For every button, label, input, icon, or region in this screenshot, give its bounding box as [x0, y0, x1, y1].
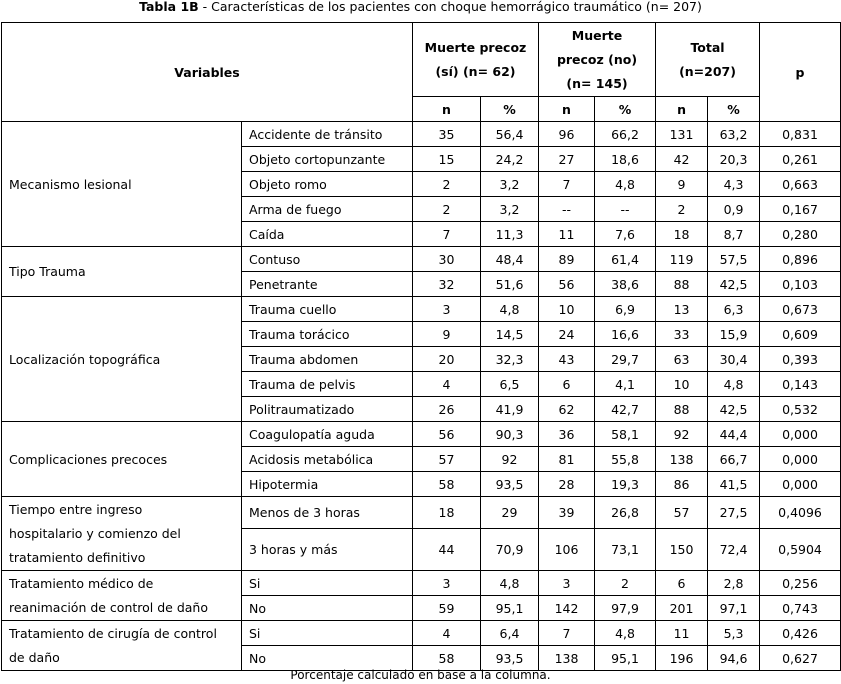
- cell-p: 0,4096: [760, 497, 841, 529]
- cell-pct-no: 7,6: [595, 222, 656, 247]
- cell-pct-si: 48,4: [481, 247, 539, 272]
- cell-pct-no: 19,3: [595, 472, 656, 497]
- cell-pct-total: 63,2: [708, 122, 760, 147]
- cell-p: 0,393: [760, 347, 841, 372]
- cell-p: 0,627: [760, 646, 841, 671]
- group-label-line: Tratamiento médico de: [9, 575, 154, 591]
- cell-n-no: 6: [539, 372, 595, 397]
- cell-n-total: 11: [656, 621, 708, 646]
- header-line: (n= 145): [566, 75, 628, 91]
- cell-n-total: 33: [656, 322, 708, 347]
- cell-n-no: 28: [539, 472, 595, 497]
- table-row: [2, 122, 841, 147]
- cell-pct-no: 4,8: [595, 621, 656, 646]
- cell-pct-si: 70,9: [481, 529, 539, 571]
- cell-pct-si: 95,1: [481, 596, 539, 621]
- header-line: precoz (no): [556, 51, 638, 67]
- cell-n-no: 89: [539, 247, 595, 272]
- cell-n-no: 138: [539, 646, 595, 671]
- group-label: [2, 621, 242, 671]
- group-label: Mecanismo lesional: [2, 122, 242, 247]
- cell-n-si: 20: [413, 347, 481, 372]
- cell-p: 0,000: [760, 472, 841, 497]
- cell-p: 0,426: [760, 621, 841, 646]
- group-label: Complicaciones precoces: [2, 422, 242, 497]
- cell-pct-no: 16,6: [595, 322, 656, 347]
- header-p: p: [760, 23, 841, 122]
- cell-p: 0,831: [760, 122, 841, 147]
- cell-n-si: 56: [413, 422, 481, 447]
- cell-n-si: 30: [413, 247, 481, 272]
- cell-n-no: --: [539, 197, 595, 222]
- cell-pct-total: 94,6: [708, 646, 760, 671]
- cell-p: 0,256: [760, 571, 841, 596]
- cell-pct-no: 61,4: [595, 247, 656, 272]
- cell-pct-total: 57,5: [708, 247, 760, 272]
- cell-n-total: 86: [656, 472, 708, 497]
- cell-n-total: 138: [656, 447, 708, 472]
- cell-pct-total: 20,3: [708, 147, 760, 172]
- cell-n-si: 57: [413, 447, 481, 472]
- cell-n-no: 7: [539, 172, 595, 197]
- header-n: n: [539, 97, 595, 122]
- cell-n-total: 2: [656, 197, 708, 222]
- cell-n-si: 18: [413, 497, 481, 529]
- row-label: Arma de fuego: [242, 197, 413, 222]
- cell-pct-si: 93,5: [481, 472, 539, 497]
- cell-n-no: 56: [539, 272, 595, 297]
- header-line: (n=207): [679, 63, 736, 79]
- row-label: Trauma de pelvis: [242, 372, 413, 397]
- row-label: Objeto romo: [242, 172, 413, 197]
- cell-n-no: 10: [539, 297, 595, 322]
- cell-pct-total: 8,7: [708, 222, 760, 247]
- cell-pct-total: 5,3: [708, 621, 760, 646]
- cell-pct-no: 26,8: [595, 497, 656, 529]
- cell-pct-total: 4,8: [708, 372, 760, 397]
- cell-n-si: 15: [413, 147, 481, 172]
- cell-n-total: 13: [656, 297, 708, 322]
- cell-pct-no: 66,2: [595, 122, 656, 147]
- cell-pct-no: 18,6: [595, 147, 656, 172]
- cell-n-no: 62: [539, 397, 595, 422]
- cell-n-total: 88: [656, 397, 708, 422]
- cell-n-si: 7: [413, 222, 481, 247]
- cell-n-si: 2: [413, 172, 481, 197]
- cell-pct-no: 6,9: [595, 297, 656, 322]
- row-label: Trauma torácico: [242, 322, 413, 347]
- cell-pct-total: 72,4: [708, 529, 760, 571]
- cell-n-si: 3: [413, 571, 481, 596]
- cell-n-no: 81: [539, 447, 595, 472]
- cell-n-si: 3: [413, 297, 481, 322]
- row-label: Objeto cortopunzante: [242, 147, 413, 172]
- row-label: Accidente de tránsito: [242, 122, 413, 147]
- cell-n-si: 58: [413, 472, 481, 497]
- group-label: [2, 571, 242, 621]
- cell-n-si: 9: [413, 322, 481, 347]
- cell-pct-si: 93,5: [481, 646, 539, 671]
- header-pct: %: [708, 97, 760, 122]
- group-label-line: de daño: [9, 649, 60, 665]
- table-row: [2, 247, 841, 272]
- group-label-line: hospitalario y comienzo del: [9, 525, 181, 541]
- cell-n-no: 11: [539, 222, 595, 247]
- cell-p: 0,896: [760, 247, 841, 272]
- cell-pct-si: 41,9: [481, 397, 539, 422]
- group-label-line: reanimación de control de daño: [9, 599, 208, 615]
- cell-p: 0,532: [760, 397, 841, 422]
- cell-n-total: 131: [656, 122, 708, 147]
- cell-n-total: 196: [656, 646, 708, 671]
- row-label: Penetrante: [242, 272, 413, 297]
- cell-pct-si: 6,4: [481, 621, 539, 646]
- header-n: n: [413, 97, 481, 122]
- cell-p: 0,143: [760, 372, 841, 397]
- group-label: Tipo Trauma: [2, 247, 242, 297]
- row-label: Hipotermia: [242, 472, 413, 497]
- table-caption: [0, 0, 841, 20]
- cell-pct-no: 58,1: [595, 422, 656, 447]
- cell-n-total: 119: [656, 247, 708, 272]
- table-row: [2, 621, 841, 646]
- cell-n-total: 88: [656, 272, 708, 297]
- row-label: Trauma cuello: [242, 297, 413, 322]
- cell-pct-total: 30,4: [708, 347, 760, 372]
- cell-pct-no: 42,7: [595, 397, 656, 422]
- header-pct: %: [481, 97, 539, 122]
- cell-p: 0,000: [760, 447, 841, 472]
- cell-n-si: 2: [413, 197, 481, 222]
- header-muerte-precoz-si: [413, 23, 539, 97]
- cell-pct-no: 73,1: [595, 529, 656, 571]
- cell-pct-no: 55,8: [595, 447, 656, 472]
- table-row: [2, 297, 841, 322]
- cell-p: 0,743: [760, 596, 841, 621]
- row-label: Si: [242, 571, 413, 596]
- group-label: [2, 497, 242, 571]
- cell-n-si: 4: [413, 621, 481, 646]
- cell-n-no: 106: [539, 529, 595, 571]
- cell-pct-si: 14,5: [481, 322, 539, 347]
- cell-p: 0,261: [760, 147, 841, 172]
- row-label: Caída: [242, 222, 413, 247]
- table-number: Tabla 1B: [139, 0, 199, 14]
- cell-pct-total: 27,5: [708, 497, 760, 529]
- cell-p: 0,5904: [760, 529, 841, 571]
- cell-pct-total: 42,5: [708, 397, 760, 422]
- cell-n-no: 96: [539, 122, 595, 147]
- row-label: No: [242, 646, 413, 671]
- row-label: Politraumatizado: [242, 397, 413, 422]
- cell-n-no: 3: [539, 571, 595, 596]
- row-label: Trauma abdomen: [242, 347, 413, 372]
- cell-n-si: 35: [413, 122, 481, 147]
- row-label: Contuso: [242, 247, 413, 272]
- cell-n-total: 10: [656, 372, 708, 397]
- cell-pct-si: 24,2: [481, 147, 539, 172]
- row-label: Acidosis metabólica: [242, 447, 413, 472]
- cell-pct-si: 92: [481, 447, 539, 472]
- header-line: Total: [690, 39, 725, 55]
- header-n: n: [656, 97, 708, 122]
- row-label: Menos de 3 horas: [242, 497, 413, 529]
- table-row: [2, 497, 841, 529]
- cell-pct-total: 15,9: [708, 322, 760, 347]
- cell-p: 0,167: [760, 197, 841, 222]
- header-line: Muerte precoz: [424, 39, 527, 55]
- row-label: Si: [242, 621, 413, 646]
- cell-n-total: 150: [656, 529, 708, 571]
- cell-n-no: 7: [539, 621, 595, 646]
- cell-pct-si: 11,3: [481, 222, 539, 247]
- cell-n-no: 27: [539, 147, 595, 172]
- table-title: - Características de los pacientes con choque hemorrágico traumático (n= 207): [198, 0, 702, 14]
- footnote: Porcentaje calculado en base a la columna.: [290, 668, 551, 682]
- header-muerte-precoz-no: [539, 23, 656, 97]
- cell-pct-no: 4,1: [595, 372, 656, 397]
- cell-n-no: 39: [539, 497, 595, 529]
- cell-p: 0,673: [760, 297, 841, 322]
- cell-pct-si: 51,6: [481, 272, 539, 297]
- cell-pct-no: 38,6: [595, 272, 656, 297]
- header-variables: Variables: [2, 23, 413, 122]
- cell-pct-total: 6,3: [708, 297, 760, 322]
- cell-pct-total: 97,1: [708, 596, 760, 621]
- cell-p: 0,000: [760, 422, 841, 447]
- header-total: [656, 23, 760, 97]
- cell-pct-si: 56,4: [481, 122, 539, 147]
- cell-n-si: 32: [413, 272, 481, 297]
- cell-n-si: 44: [413, 529, 481, 571]
- cell-n-si: 26: [413, 397, 481, 422]
- cell-n-total: 18: [656, 222, 708, 247]
- header-pct: %: [595, 97, 656, 122]
- header-line: (sí) (n= 62): [435, 63, 516, 79]
- cell-pct-si: 6,5: [481, 372, 539, 397]
- cell-pct-si: 4,8: [481, 297, 539, 322]
- cell-n-no: 142: [539, 596, 595, 621]
- header-line: Muerte: [571, 27, 623, 43]
- cell-p: 0,663: [760, 172, 841, 197]
- cell-p: 0,280: [760, 222, 841, 247]
- cell-pct-total: 44,4: [708, 422, 760, 447]
- cell-pct-si: 3,2: [481, 197, 539, 222]
- row-label: No: [242, 596, 413, 621]
- cell-n-total: 63: [656, 347, 708, 372]
- cell-n-total: 6: [656, 571, 708, 596]
- cell-p: 0,609: [760, 322, 841, 347]
- cell-n-si: 58: [413, 646, 481, 671]
- cell-pct-no: 97,9: [595, 596, 656, 621]
- cell-n-no: 24: [539, 322, 595, 347]
- cell-n-total: 92: [656, 422, 708, 447]
- data-table: [1, 22, 841, 671]
- cell-pct-total: 42,5: [708, 272, 760, 297]
- cell-n-no: 36: [539, 422, 595, 447]
- cell-pct-si: 90,3: [481, 422, 539, 447]
- group-label-line: tratamiento definitivo: [9, 549, 146, 565]
- cell-pct-si: 4,8: [481, 571, 539, 596]
- cell-n-total: 57: [656, 497, 708, 529]
- cell-n-si: 59: [413, 596, 481, 621]
- table-body: [2, 122, 841, 671]
- cell-pct-no: 29,7: [595, 347, 656, 372]
- row-label: Coagulopatía aguda: [242, 422, 413, 447]
- group-label: Localización topográfica: [2, 297, 242, 422]
- cell-p: 0,103: [760, 272, 841, 297]
- cell-pct-no: 95,1: [595, 646, 656, 671]
- table-row: [2, 571, 841, 596]
- cell-n-si: 4: [413, 372, 481, 397]
- cell-n-total: 9: [656, 172, 708, 197]
- cell-pct-total: 0,9: [708, 197, 760, 222]
- cell-pct-no: 2: [595, 571, 656, 596]
- cell-pct-total: 2,8: [708, 571, 760, 596]
- cell-n-no: 43: [539, 347, 595, 372]
- group-label-line: Tratamiento de cirugía de control: [9, 625, 217, 641]
- cell-pct-total: 41,5: [708, 472, 760, 497]
- table-row: [2, 422, 841, 447]
- cell-pct-si: 32,3: [481, 347, 539, 372]
- cell-pct-no: --: [595, 197, 656, 222]
- cell-pct-no: 4,8: [595, 172, 656, 197]
- cell-pct-si: 3,2: [481, 172, 539, 197]
- cell-pct-si: 29: [481, 497, 539, 529]
- cell-n-total: 42: [656, 147, 708, 172]
- cell-n-total: 201: [656, 596, 708, 621]
- row-label: 3 horas y más: [242, 529, 413, 571]
- group-label-line: Tiempo entre ingreso: [9, 501, 143, 517]
- cell-pct-total: 4,3: [708, 172, 760, 197]
- cell-pct-total: 66,7: [708, 447, 760, 472]
